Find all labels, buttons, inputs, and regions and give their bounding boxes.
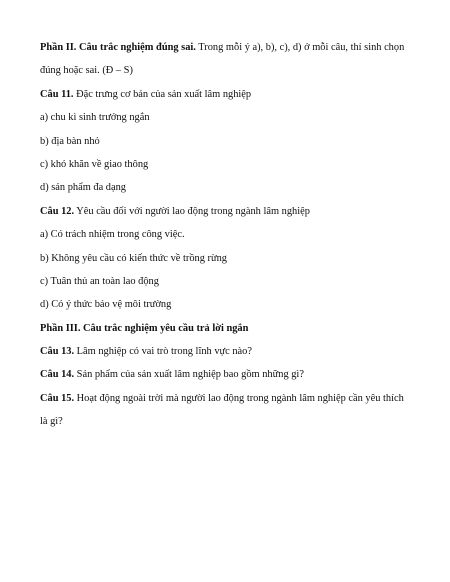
question-14 bbox=[40, 367, 420, 382]
question-15-text-line2: là gì? bbox=[40, 416, 63, 428]
question-13 bbox=[40, 344, 420, 359]
section2-intro-line2: đúng hoặc sai. (Đ – S) bbox=[40, 65, 133, 77]
section3-heading bbox=[40, 321, 420, 336]
question-14-text: Sản phẩm của sản xuất lâm nghiệp bao gồm những gì? bbox=[74, 369, 304, 381]
question-12-number: Câu 12. bbox=[40, 205, 75, 217]
question-11 bbox=[40, 87, 420, 102]
question-11-option-b: b) địa bàn nhỏ bbox=[40, 135, 100, 147]
question-11-option-a: a) chu kì sinh trưởng ngắn bbox=[40, 112, 150, 124]
question-15 bbox=[40, 391, 420, 406]
question-11-number: Câu 11. bbox=[40, 88, 74, 100]
question-12-option-a: a) Có trách nhiệm trong công việc. bbox=[40, 229, 185, 241]
section2-intro bbox=[40, 40, 420, 55]
question-14-number: Câu 14. bbox=[40, 369, 75, 381]
question-13-text: Lâm nghiệp có vai trò trong lĩnh vực nào? bbox=[74, 346, 252, 358]
section2-intro-line1: Trong mỗi ý a), b), c), d) ở mỗi câu, thí sinh chọn bbox=[195, 42, 405, 53]
question-12-text: Yêu cầu đối với người lao động trong ngành lâm nghiệp bbox=[74, 205, 310, 217]
question-13-number: Câu 13. bbox=[40, 346, 75, 358]
document-page bbox=[40, 40, 420, 438]
question-11-text: Đặc trưng cơ bản của sản xuất lâm nghiệp bbox=[73, 88, 252, 100]
section3-heading-text: Phần III. Câu trắc nghiệm yêu cầu trả lời ngắn bbox=[40, 322, 249, 334]
question-15-text-line1: Hoạt động ngoài trời mà người lao động trong ngành lâm nghiệp cần yêu thích bbox=[74, 392, 404, 404]
question-11-option-c: c) khó khăn về giao thông bbox=[40, 158, 149, 170]
question-15-number: Câu 15. bbox=[40, 392, 75, 404]
question-12-option-b: b) Không yêu cầu có kiến thức về trồng rừng bbox=[40, 252, 227, 264]
question-12 bbox=[40, 204, 420, 219]
section2-heading: Phần II. Câu trắc nghiệm đúng sai. bbox=[40, 42, 196, 53]
question-11-option-d: d) sản phẩm đa dạng bbox=[40, 182, 126, 194]
question-12-option-d: d) Có ý thức bảo vệ môi trường bbox=[40, 299, 172, 311]
question-12-option-c: c) Tuân thủ an toàn lao động bbox=[40, 275, 159, 287]
